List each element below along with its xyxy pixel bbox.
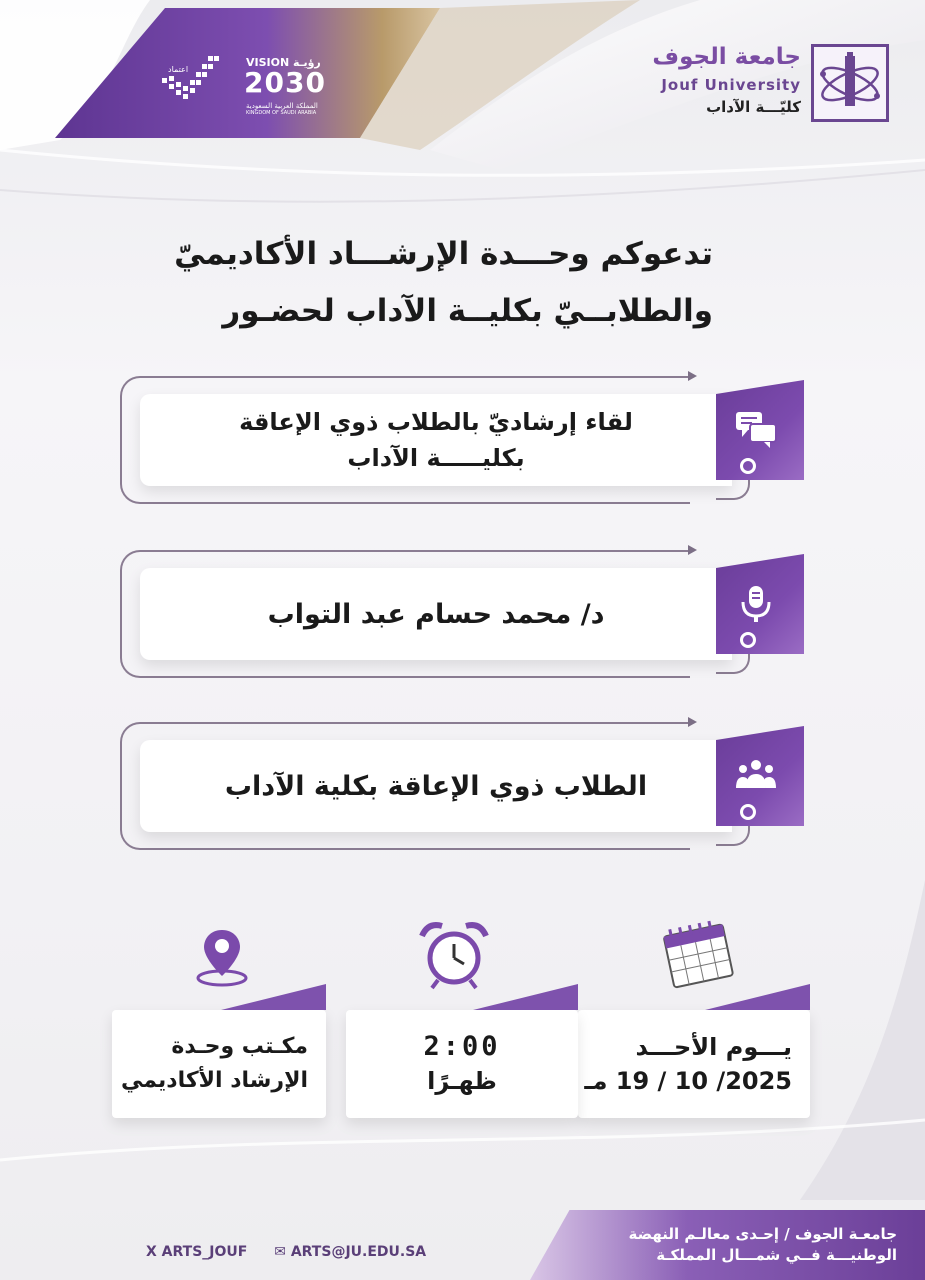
accreditation-label: اعتماد: [168, 65, 189, 74]
college-name: كليّـــة الآداب: [706, 98, 801, 116]
place-box: [112, 1010, 326, 1118]
time-period: ظهـرًا: [427, 1067, 497, 1095]
date-box: [578, 1010, 810, 1118]
speaker-tab: [716, 554, 804, 654]
footer-line-2: الوطنيـــة فــي شمـــال المملكـة: [656, 1246, 897, 1264]
topic-line-1: لقاء إرشاديّ بالطلاب ذوي الإعاقة: [239, 408, 633, 436]
audience-card: [140, 740, 732, 832]
university-name-ar: جامعة الجوف: [652, 44, 801, 70]
footer-line-1: جامعـة الجوف / إحـدى معالـم النهضة: [628, 1225, 897, 1243]
frame-arrow-2: [688, 545, 697, 555]
tab-dot-3: [740, 804, 756, 820]
title-line-2: والطلابــيّ بكليــة الآداب لحضـور: [222, 293, 713, 329]
alarm-clock-icon: [412, 918, 496, 994]
group-icon: [734, 756, 778, 796]
date-value: 2025/ 10 / 19 مـ: [584, 1067, 792, 1095]
vision-year: 2030: [244, 66, 326, 99]
vision-label: VISION رؤيـة: [246, 56, 321, 69]
vision-2030-logo: [240, 56, 340, 118]
tab-dot-2: [740, 632, 756, 648]
time-box: [346, 1010, 578, 1118]
title-line-1: تدعوكم وحـــدة الإرشـــاد الأكاديميّ: [174, 236, 713, 272]
location-pin-icon: [190, 926, 254, 988]
accreditation-logo: [158, 48, 224, 108]
place-line-2: الإرشاد الأكاديمي: [121, 1068, 308, 1093]
microphone-icon: [734, 584, 778, 624]
university-name-en: Jouf University: [661, 76, 801, 94]
audience-tab: [716, 726, 804, 826]
chat-icon: [734, 410, 778, 450]
vision-kingdom-en: KINGDOM OF SAUDI ARABIA: [246, 110, 317, 116]
speaker-name: د/ محمد حسام عبد التواب: [267, 598, 605, 630]
date-day: يـــوم الأحـــد: [635, 1033, 792, 1061]
footer-slogan: [537, 1224, 897, 1266]
topic-tab: [716, 380, 804, 480]
x-handle[interactable]: X ARTS_JOUF: [146, 1244, 248, 1260]
topic-line-2: بكليـــــة الآداب: [347, 444, 525, 472]
topic-card: [140, 394, 732, 486]
invitation-title: [174, 226, 713, 340]
tab-dot-1: [740, 458, 756, 474]
atom-icon: [811, 44, 889, 122]
university-logo: [635, 44, 889, 124]
frame-arrow-3: [688, 717, 697, 727]
frame-arrow-1: [688, 371, 697, 381]
audience-text: الطلاب ذوي الإعاقة بكلية الآداب: [224, 770, 648, 802]
place-line-1: مكـتب وحـدة: [171, 1034, 308, 1059]
speaker-card: [140, 568, 732, 660]
time-value: 2:00: [423, 1031, 501, 1062]
vision-kingdom-ar: المملكة العربية السعودية: [246, 102, 318, 110]
email-link[interactable]: ✉ ARTS@JU.EDU.SA: [274, 1244, 427, 1260]
contact-info: [146, 1244, 448, 1260]
calendar-icon: [656, 916, 740, 992]
